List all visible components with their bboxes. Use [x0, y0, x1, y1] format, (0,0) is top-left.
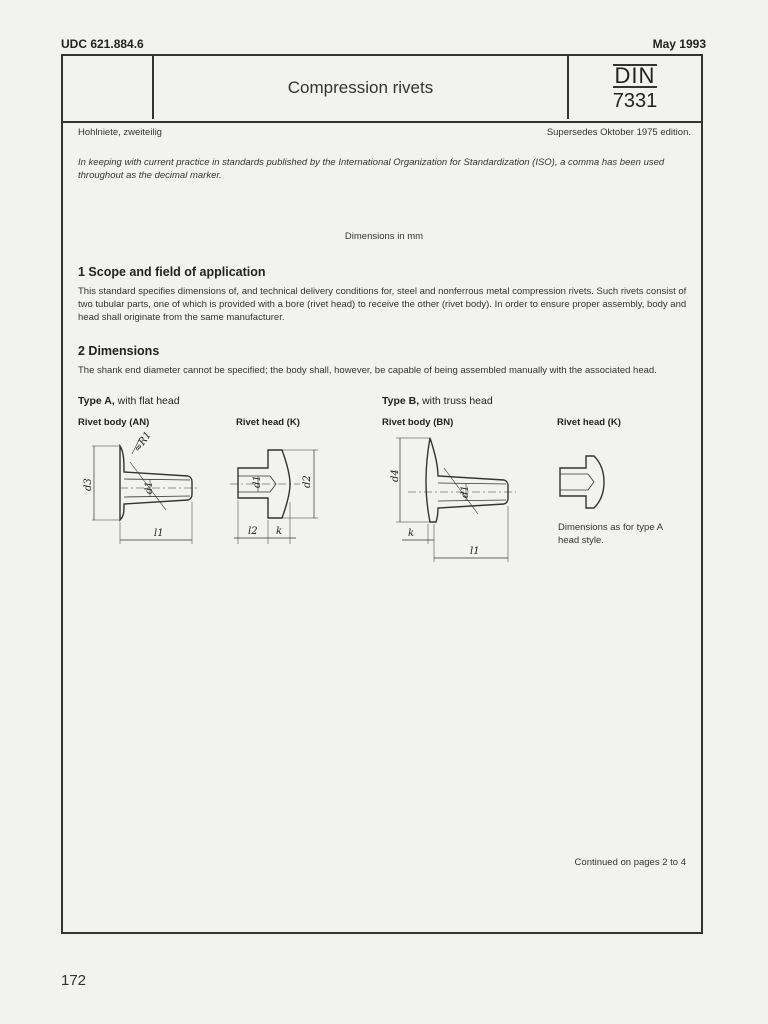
label-d1-head: d1 — [252, 475, 263, 488]
type-a-label — [78, 395, 180, 407]
rivet-body-bn-drawing — [378, 432, 528, 564]
iso-decimal-note: In keeping with current practice in standards published by the International Organization for Standardization (ISO), a comma has been used throughout as the decimal marker. — [78, 157, 665, 181]
title-bar-left-cell — [63, 56, 154, 119]
document-title: Compression rivets — [287, 78, 434, 97]
continued-note: Continued on pages 2 to 4 — [574, 857, 686, 868]
label-d1-b: d1 — [460, 485, 471, 498]
label-d4: d4 — [390, 469, 401, 482]
label-l1-a: l1 — [154, 528, 164, 539]
din-logo: DIN — [614, 63, 656, 88]
rivet-head-b-label: Rivet head (K) — [557, 417, 621, 428]
type-b-desc: with truss head — [419, 395, 493, 407]
publication-date: May 1993 — [652, 37, 706, 51]
type-b-name: Type B, — [382, 395, 420, 407]
label-k-a: k — [276, 526, 283, 537]
rivet-head-a-label: Rivet head (K) — [236, 417, 300, 428]
section1-body: This standard specifies dimensions of, and technical delivery conditions for, steel and nonferrous metal compression rivets. Such rivets consist of two tubular parts, one of which is provided with a bore (rivet head) to receive the other (rivet body). In order to ensure proper assembly, body and head shall originate from the same manufacturer. — [78, 286, 687, 323]
din-number: 7331 — [612, 90, 658, 112]
type-a-name: Type A, — [78, 395, 115, 407]
rivet-body-an-drawing — [80, 429, 210, 552]
type-b-label — [382, 395, 493, 407]
section2-heading: 2 Dimensions — [78, 344, 160, 358]
label-l2: l2 — [248, 526, 258, 537]
section1-heading: 1 Scope and field of application — [78, 265, 266, 279]
rivet-head-a-drawing — [230, 432, 330, 552]
label-k-b: k — [408, 528, 415, 539]
rivet-body-an-label: Rivet body (AN) — [78, 417, 150, 428]
udc-number: UDC 621.884.6 — [61, 37, 144, 51]
label-d2: d2 — [302, 475, 313, 488]
label-l1-b: l1 — [470, 546, 480, 557]
dimensions-note: Dimensions in mm — [344, 231, 424, 242]
din-box — [567, 56, 701, 119]
label-r1: ≈R1 — [132, 429, 154, 455]
type-a-desc: with flat head — [114, 395, 180, 407]
german-title: Hohlniete, zweiteilig — [78, 127, 162, 138]
label-d3: d3 — [83, 478, 94, 491]
page-number: 172 — [61, 972, 87, 989]
label-d1-a: d1 — [144, 481, 155, 494]
rivet-body-bn-label: Rivet body (BN) — [382, 417, 454, 428]
section2-body: The shank end diameter cannot be specified; the body shall, however, be capable of being assembled manually with the associated head. — [78, 365, 657, 376]
type-b-head-note: Dimensions as for type A head style. — [558, 522, 663, 546]
rivet-head-b-drawing — [556, 452, 616, 512]
title-bar — [63, 56, 701, 123]
supersedes-note: Supersedes Oktober 1975 edition. — [546, 127, 691, 138]
